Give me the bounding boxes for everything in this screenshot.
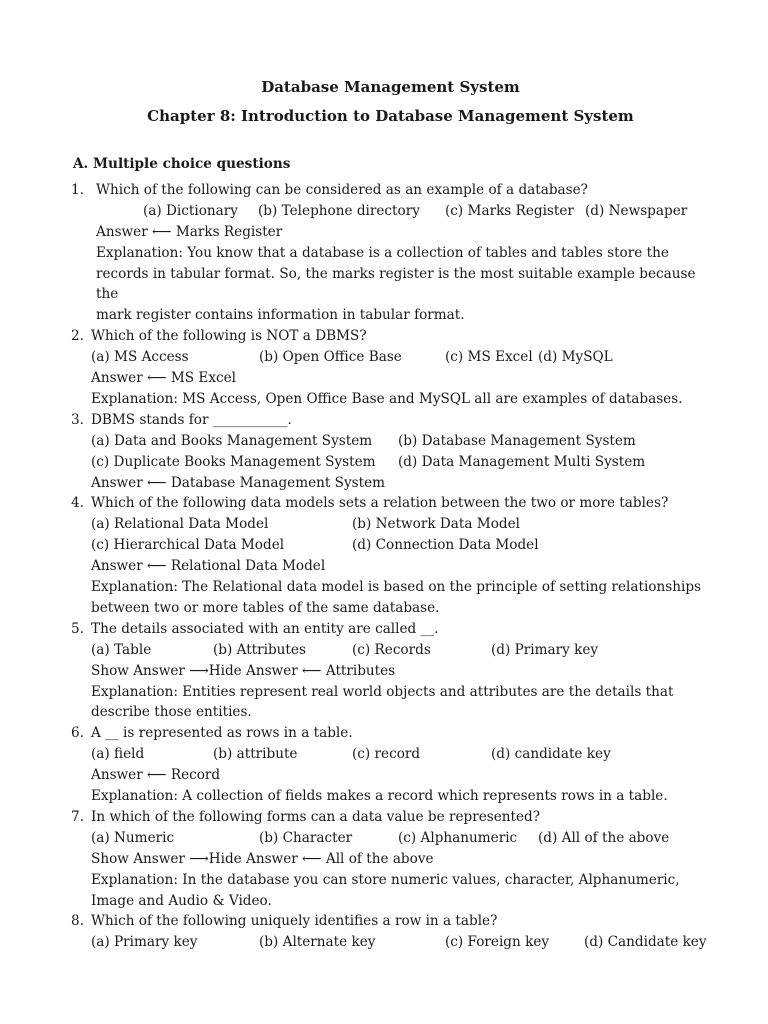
- question-item: [73, 326, 708, 410]
- question-text: Which of the following can be considered as an example of a database?: [96, 181, 588, 198]
- answer-option: (c) Records: [352, 641, 431, 658]
- question-text: Which of the following data models sets a relation between the two or more tables?: [91, 495, 669, 512]
- answer-option: (b) attribute: [213, 746, 298, 763]
- answer-option: (a) field: [91, 746, 145, 763]
- question-text: Which of the following is NOT a DBMS?: [91, 328, 367, 345]
- question-item: [73, 807, 708, 912]
- options-row: [91, 514, 708, 535]
- question-text: In which of the following forms can a data value be represented?: [91, 808, 541, 825]
- options-row: [91, 932, 708, 953]
- question-item: [73, 619, 708, 724]
- answer-option: (d) Newspaper: [585, 202, 688, 219]
- question-list: [73, 180, 708, 953]
- answer-option: (d) Data Management Multi System: [398, 453, 646, 470]
- answer-line: Answer ⟵ Record: [91, 767, 221, 784]
- section-heading: A. Multiple choice questions: [73, 156, 291, 172]
- explanation-line: Explanation: Entities represent real world objects and attributes are the details that: [91, 683, 674, 700]
- answer-option: (c) Foreign key: [445, 934, 550, 951]
- answer-option: (d) MySQL: [538, 349, 613, 366]
- answer-option: (d) Candidate key: [584, 934, 707, 951]
- answer-option: (d) Primary key: [491, 641, 599, 658]
- question-item: [73, 180, 708, 326]
- options-row: [91, 431, 708, 452]
- answer-option: (a) Data and Books Management System: [91, 432, 373, 449]
- answer-line: Answer ⟵ Relational Data Model: [91, 558, 326, 575]
- chapter-title: Chapter 8: Introduction to Database Management System: [147, 107, 634, 125]
- question-text: The details associated with an entity are called __.: [91, 620, 439, 637]
- answer-option: (a) Relational Data Model: [91, 516, 269, 533]
- question-number: 7.: [71, 808, 84, 825]
- explanation-line: mark register contains information in tabular format.: [96, 307, 465, 324]
- answer-option: (c) Marks Register: [445, 202, 574, 219]
- answer-option: (b) Character: [259, 829, 353, 846]
- answer-option: (a) MS Access: [91, 349, 189, 366]
- explanation-line: Explanation: In the database you can store numeric values, character, Alphanumeric,: [91, 871, 680, 888]
- answer-option: (a) Dictionary: [143, 202, 238, 219]
- explanation-line: records in tabular format. So, the marks register is the most suitable example because the: [96, 265, 696, 303]
- answer-option: (d) All of the above: [538, 829, 670, 846]
- answer-option: (c) MS Excel: [445, 349, 533, 366]
- options-row: [96, 201, 708, 222]
- answer-option: (b) Open Office Base: [259, 349, 402, 366]
- answer-option: (b) Attributes: [213, 641, 306, 658]
- question-number: 4.: [71, 495, 84, 512]
- answer-option: (d) candidate key: [491, 746, 611, 763]
- answer-line: Answer ⟵ Database Management System: [91, 474, 386, 491]
- answer-line: Answer ⟵ MS Excel: [91, 370, 237, 387]
- options-row: [91, 347, 708, 368]
- question-item: [73, 911, 708, 953]
- explanation-line: Image and Audio & Video.: [91, 892, 272, 909]
- explanation-line: between two or more tables of the same database.: [91, 599, 440, 616]
- question-number: 1.: [71, 181, 84, 198]
- options-row: [91, 640, 708, 661]
- answer-option: (b) Telephone directory: [258, 202, 420, 219]
- question-item: [73, 723, 708, 807]
- options-row: [91, 452, 708, 473]
- explanation-line: Explanation: The Relational data model is based on the principle of setting relationships: [91, 579, 702, 596]
- question-text: A __ is represented as rows in a table.: [91, 725, 353, 742]
- answer-option: (c) Duplicate Books Management System: [91, 453, 376, 470]
- question-text: Which of the following uniquely identifies a row in a table?: [91, 913, 498, 930]
- answer-option: (c) Alphanumeric: [398, 829, 518, 846]
- question-item: [73, 410, 708, 494]
- answer-option: (d) Connection Data Model: [352, 537, 539, 554]
- question-number: 3.: [71, 411, 84, 428]
- options-row: [91, 744, 708, 765]
- explanation-line: Explanation: MS Access, Open Office Base and MySQL all are examples of databases.: [91, 390, 683, 407]
- answer-line: Answer ⟵ Marks Register: [96, 223, 283, 240]
- explanation-line: Explanation: A collection of fields makes a record which represents rows in a table.: [91, 788, 668, 805]
- question-text: DBMS stands for ___________.: [91, 411, 292, 428]
- answer-line: Show Answer ⟶Hide Answer ⟵ Attributes: [91, 662, 396, 679]
- options-row: [91, 828, 708, 849]
- explanation-line: describe those entities.: [91, 704, 252, 721]
- answer-option: (c) Hierarchical Data Model: [91, 537, 285, 554]
- question-number: 2.: [71, 328, 84, 345]
- answer-line: Show Answer ⟶Hide Answer ⟵ All of the above: [91, 850, 434, 867]
- question-number: 8.: [71, 913, 84, 930]
- answer-option: (a) Table: [91, 641, 152, 658]
- answer-option: (b) Database Management System: [398, 432, 636, 449]
- question-number: 5.: [71, 620, 84, 637]
- question-item: [73, 493, 708, 618]
- document-title: Database Management System: [261, 78, 520, 96]
- answer-option: (a) Primary key: [91, 934, 198, 951]
- question-number: 6.: [71, 725, 84, 742]
- answer-option: (c) record: [352, 746, 421, 763]
- options-row: [91, 535, 708, 556]
- answer-option: (b) Alternate key: [259, 934, 376, 951]
- answer-option: (b) Network Data Model: [352, 516, 520, 533]
- explanation-line: Explanation: You know that a database is a collection of tables and tables store the: [96, 244, 669, 261]
- answer-option: (a) Numeric: [91, 829, 175, 846]
